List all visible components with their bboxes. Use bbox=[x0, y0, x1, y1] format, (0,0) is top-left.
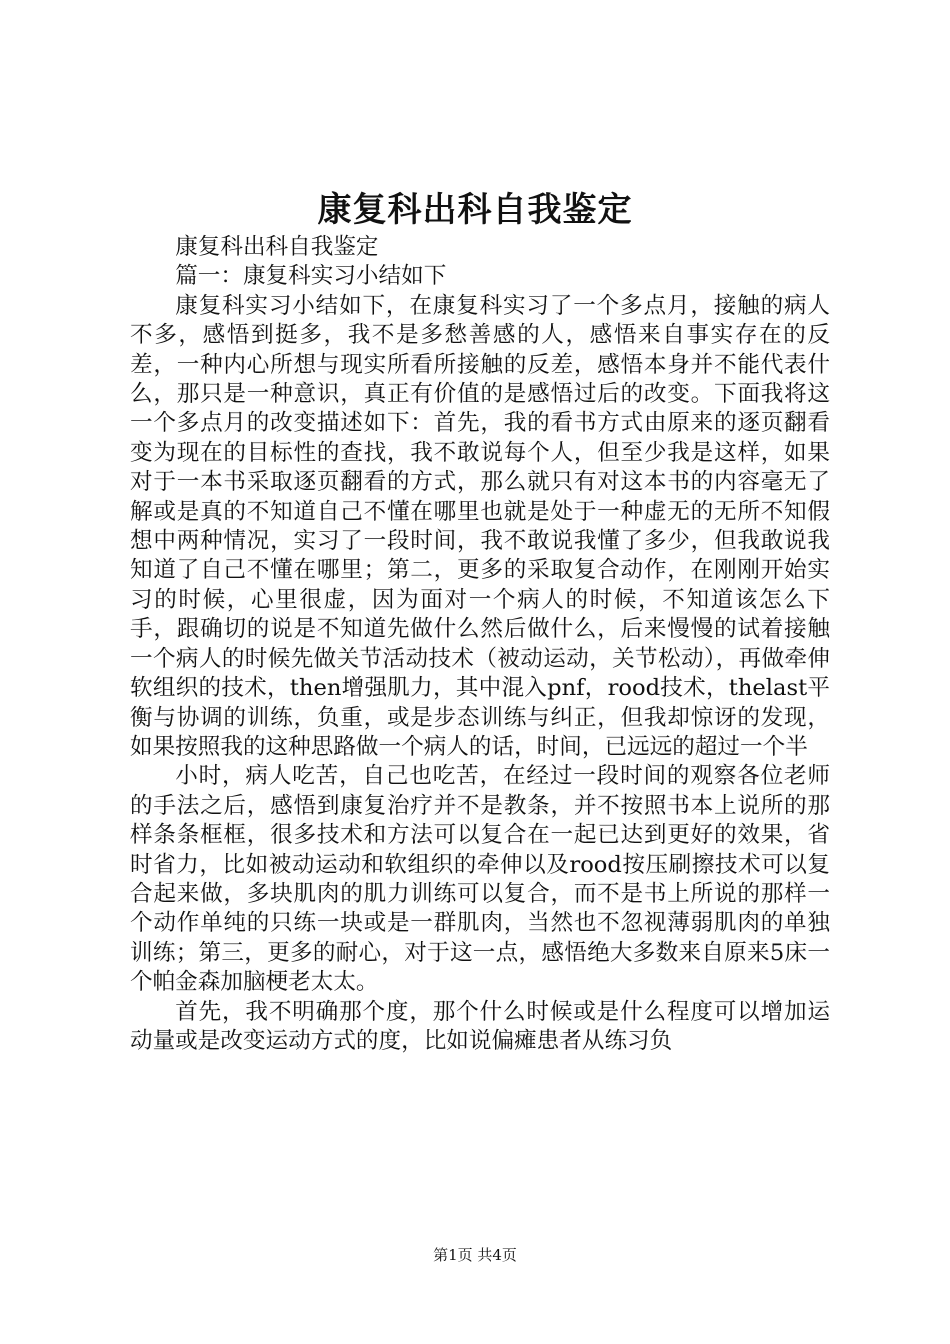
paragraph-heading: 康复科出科自我鉴定 bbox=[175, 234, 379, 260]
paragraph-body: 康复科实习小结如下，在康复科实习了一个多点月，接触的病人不多，感悟到挺多，我不是多愁善感的人，感悟来自事实存在的反差，一种内心所想与现实所看所接触的反差，感悟本身并不能代表什么，那只是一种意识，真正有价值的是感悟过后的改变。下面我将这一个多点月的改变描述如下：首先，我的看书方式由原来的逐页翻看变为现在的目标性的查找，我不敢说每个人，但至少我是这样，如果对于一本书采取逐页翻看的方式，那么就只有对这本书的内容毫无了解或是真的不知道自己不懂在哪里也就是处于一种虚无的无所不知假想中两种情况，实习了一段时间，我不敢说我懂了多少，但我敢说我知道了自己不懂在哪里；第二，更多的采取复合动作，在刚刚开始实习的时候，心里很虚，因为面对一个病人的时候，不知道该怎么下手，跟确切的说是不知道先做什么然后做什么，后来慢慢的试着接触一个病人的时候先做关节活动技术（被动运动，关节松动），再做牵伸软组织的技术，then增强肌力，其中混入pnf，rood技术，thelast平衡与协调的训练，负重，或是步态训练与纠正，但我却惊讶的发现，如果按照我的这种思路做一个病人的话，时间，已远远的超过一个半 bbox=[130, 292, 830, 760]
document-body bbox=[130, 233, 830, 1056]
paragraph-body: 小时，病人吃苦，自己也吃苦，在经过一段时间的观察各位老师的手法之后，感悟到康复治疗并不是教条，并不按照书本上说所的那样条条框框，很多技术和方法可以复合在一起已达到更好的效果，省时省力，比如被动运动和软组织的牵伸以及rood按压刷擦技术可以复合起来做，多块肌肉的肌力训练可以复合，而不是书上所说的那样一个动作单纯的只练一块或是一群肌肉，当然也不忽视薄弱肌肉的单独训练；第三，更多的耐心，对于这一点，感悟绝大多数来自原来5床一个帕金森加脑梗老太太。 bbox=[130, 763, 830, 996]
document-title: 康复科出科自我鉴定 bbox=[317, 190, 633, 230]
paragraph-body: 首先，我不明确那个度，那个什么时候或是什么程度可以增加运动量或是改变运动方式的度，比如说偏瘫患者从练习负 bbox=[130, 998, 830, 1054]
paragraph-section-title: 篇一：康复科实习小结如下 bbox=[175, 263, 447, 290]
page-footer: 第1页 共4页 bbox=[433, 1246, 517, 1264]
